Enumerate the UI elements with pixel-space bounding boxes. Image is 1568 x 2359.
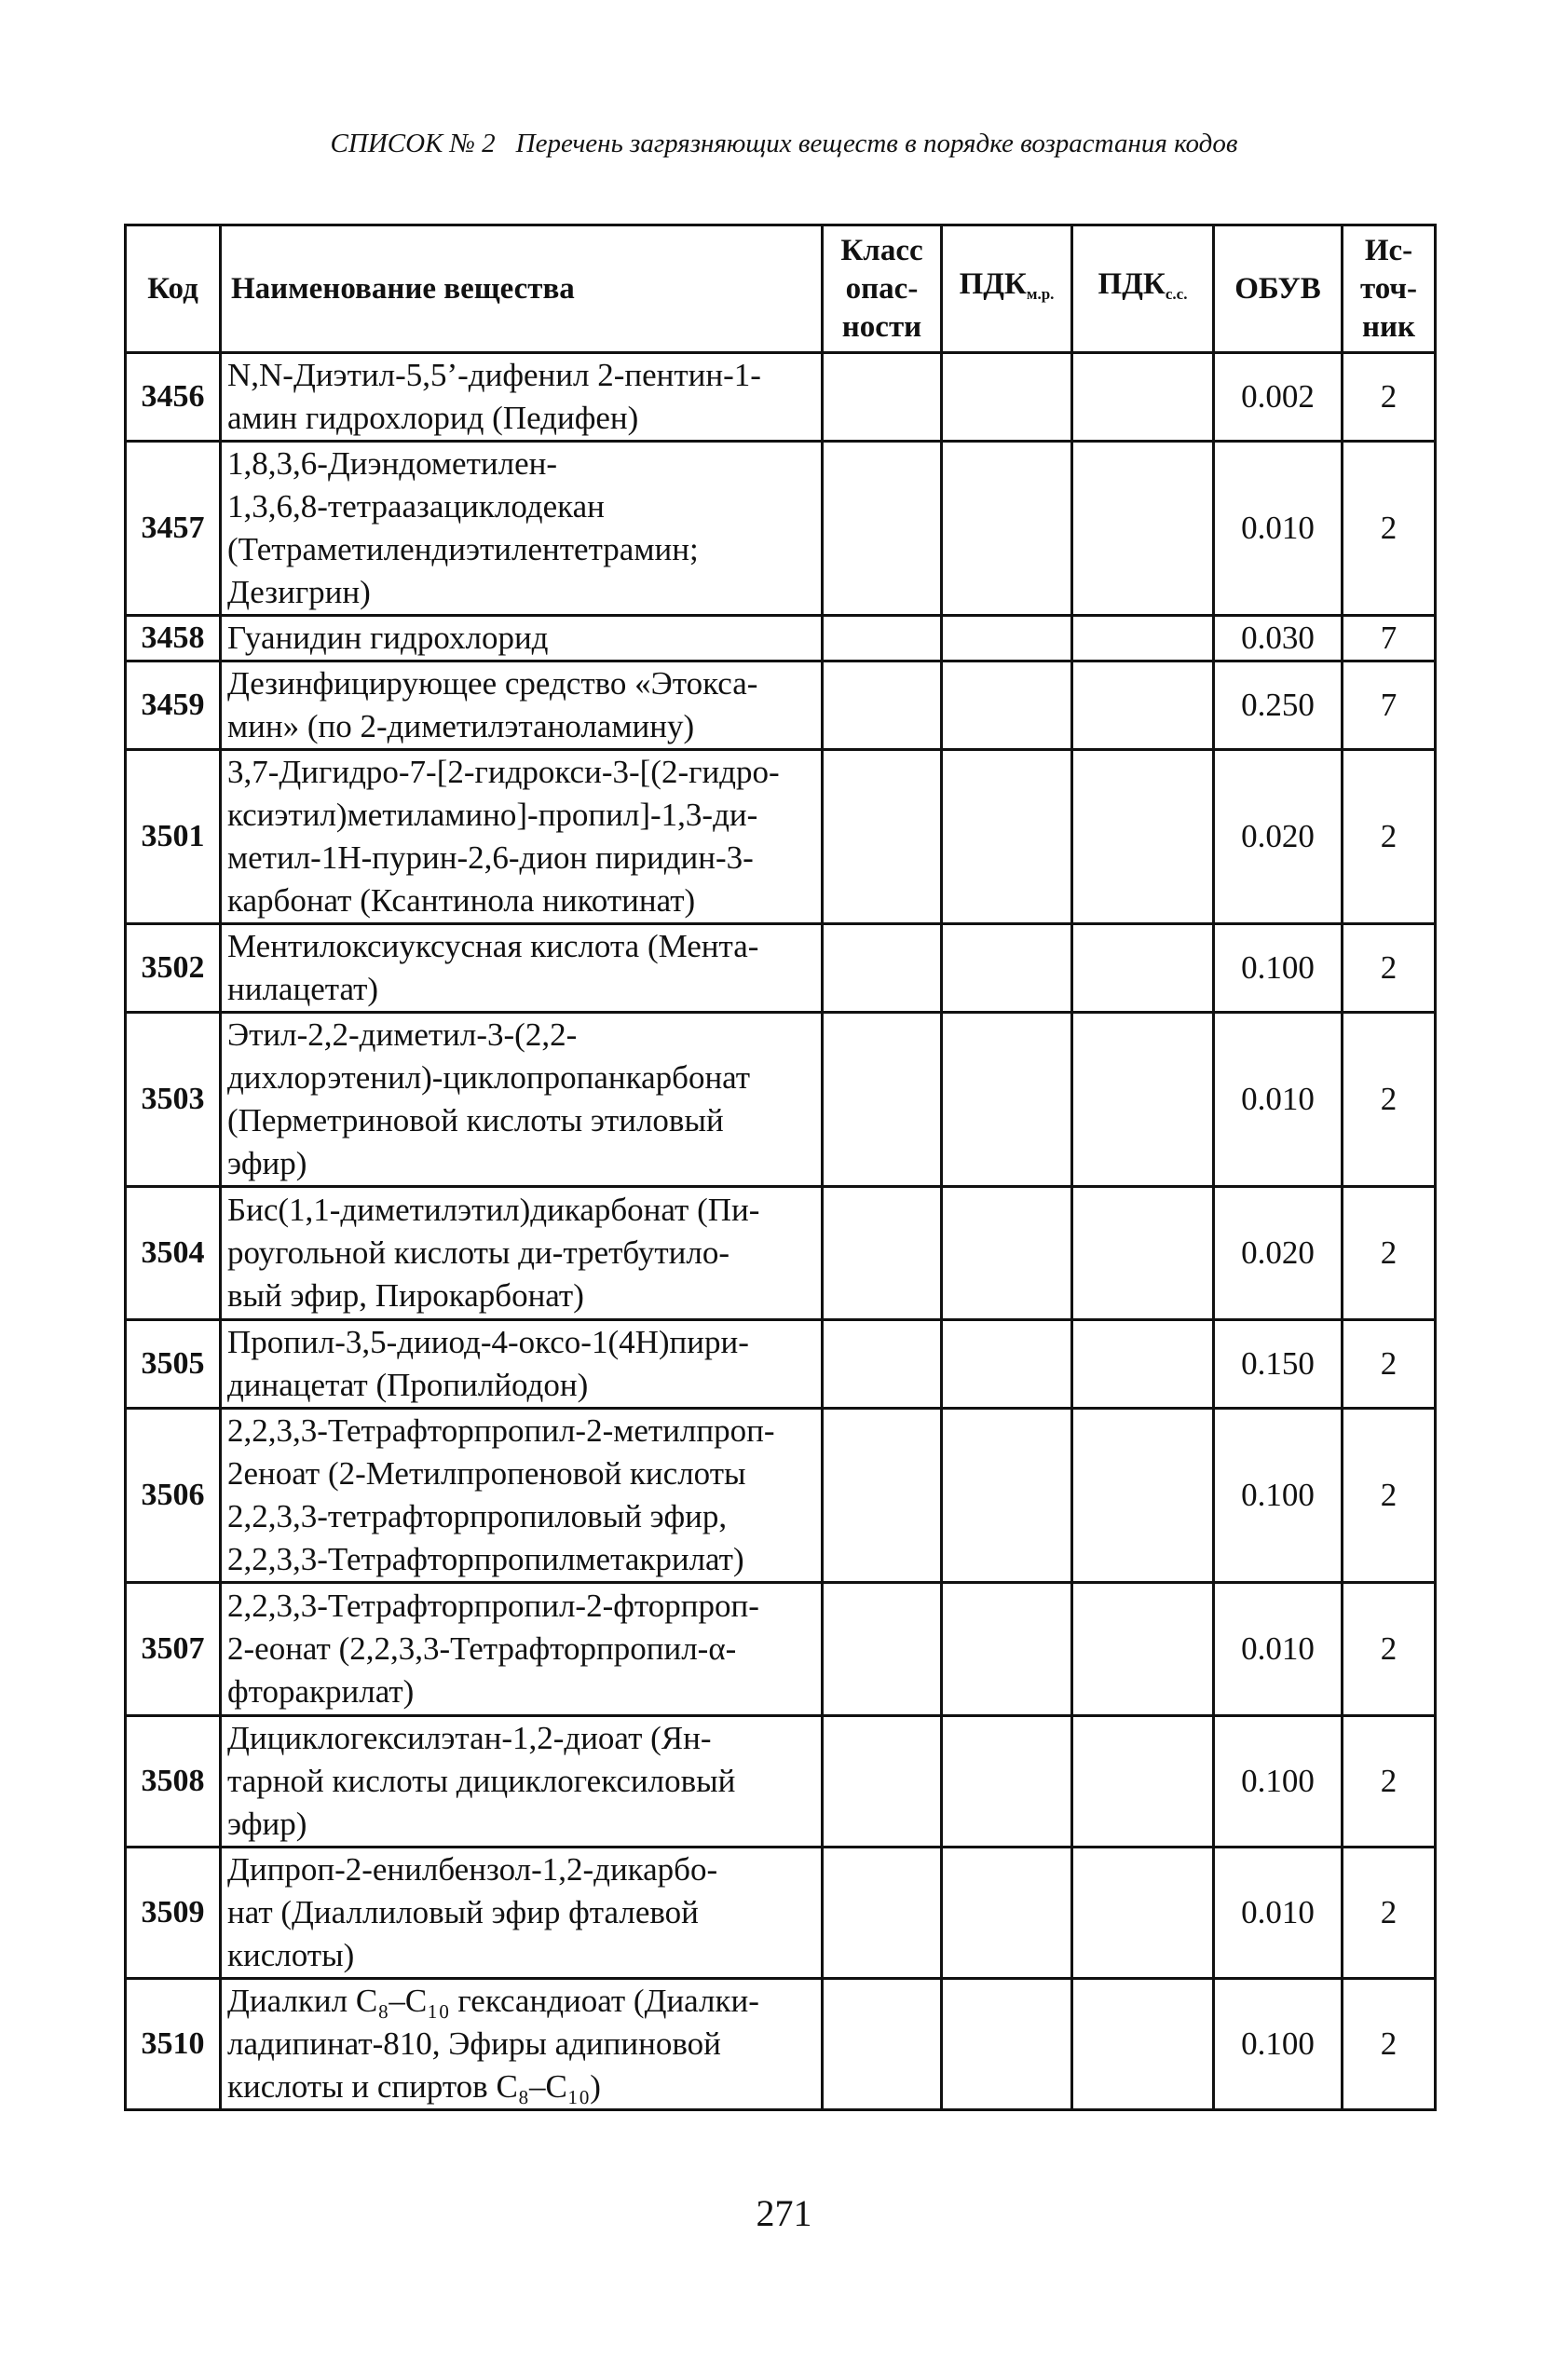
pdk-ss-cell [1072,1979,1214,2110]
column-header-hazard-class: Класс опас- ности [823,225,942,353]
table-header-row [126,225,1436,353]
substance-name-cell: Дезинфицирующее средство «Этокса- мин» (по 2-диметилэтаноламину) [221,661,823,750]
table-row [126,353,1436,442]
hazard-class-cell [823,1848,942,1979]
source-cell: 2 [1343,1320,1436,1409]
pdk-ss-cell [1072,924,1214,1013]
source-cell: 2 [1343,750,1436,924]
column-header-code: Код [126,225,221,353]
hazard-class-cell [823,750,942,924]
pdk-ss-cell [1072,750,1214,924]
table-body [126,353,1436,2110]
source-cell: 2 [1343,924,1436,1013]
pdk-mr-cell [942,353,1072,442]
obuv-cell: 0.010 [1214,442,1343,616]
table-row [126,1320,1436,1409]
obuv-cell: 0.020 [1214,1187,1343,1320]
pdk-mr-cell [942,924,1072,1013]
hazard-class-cell [823,1320,942,1409]
obuv-cell: 0.100 [1214,924,1343,1013]
code-cell: 3505 [126,1320,221,1409]
table-row [126,1716,1436,1848]
substance-name-cell: 2,2,3,3-Тетрафторпропил-2-фторпроп- 2-еонат (2,2,3,3-Тетрафторпропил-α- фторакрилат) [221,1583,823,1716]
column-header-obuv: ОБУВ [1214,225,1343,353]
pdk-ss-cell [1072,616,1214,661]
obuv-cell: 0.150 [1214,1320,1343,1409]
code-cell: 3506 [126,1409,221,1583]
hazard-class-cell [823,1979,942,2110]
pdk-mr-cell [942,1583,1072,1716]
obuv-cell: 0.010 [1214,1848,1343,1979]
pdk-mr-cell [942,616,1072,661]
table-row [126,924,1436,1013]
substance-name-cell: Гуанидин гидрохлорид [221,616,823,661]
pdk-mr-label: ПДК [959,266,1027,301]
substance-name-cell: N,N-Диэтил-5,5’-дифенил 2-пентин-1- амин гидрохлорид (Педифен) [221,353,823,442]
table-row [126,1409,1436,1583]
table-row [126,661,1436,750]
code-cell: 3504 [126,1187,221,1320]
pdk-ss-cell [1072,442,1214,616]
pdk-mr-cell [942,750,1072,924]
hazard-class-cell [823,1013,942,1187]
pdk-mr-cell [942,442,1072,616]
source-cell: 2 [1343,1013,1436,1187]
pdk-ss-cell [1072,1320,1214,1409]
pdk-mr-subscript: м.р. [1026,284,1055,303]
substance-name-cell: 2,2,3,3-Тетрафторпропил-2-метилпроп- 2еноат (2-Метилпропеновой кислоты 2,2,3,3-тетрафторпропиловый эфир, 2,2,3,3-Тетрафторпропилметакрилат) [221,1409,823,1583]
substances-table [124,224,1437,2111]
obuv-cell: 0.100 [1214,1716,1343,1848]
pdk-ss-label: ПДК [1098,266,1166,301]
code-cell: 3510 [126,1979,221,2110]
list-number: СПИСОК № 2 [330,129,496,158]
obuv-cell: 0.010 [1214,1013,1343,1187]
source-cell: 7 [1343,616,1436,661]
hazard-class-cell [823,1583,942,1716]
obuv-cell: 0.250 [1214,661,1343,750]
substance-name-cell: Дициклогексилэтан-1,2-диоат (Ян- тарной кислоты дициклогексиловый эфир) [221,1716,823,1848]
substance-name-cell: 3,7-Дигидро-7-[2-гидрокси-3-[(2-гидро- ксиэтил)метиламино]-пропил]-1,3-ди- метил-1Н-пурин-2,6-дион пиридин-3- карбонат (Ксантинола никотинат) [221,750,823,924]
code-cell: 3456 [126,353,221,442]
pdk-ss-cell [1072,1848,1214,1979]
list-title: Перечень загрязняющих веществ в порядке возрастания кодов [515,129,1238,158]
obuv-cell: 0.010 [1214,1583,1343,1716]
column-header-name: Наименование вещества [221,225,823,353]
substance-name-cell: 1,8,3,6-Диэндометилен- 1,3,6,8-тетраазациклодекан (Тетраметилендиэтилентетрамин; Дезигрин) [221,442,823,616]
hazard-class-cell [823,661,942,750]
pdk-mr-cell [942,1848,1072,1979]
table-row [126,750,1436,924]
code-cell: 3507 [126,1583,221,1716]
pdk-ss-cell [1072,353,1214,442]
column-header-source: Ис- точ- ник [1343,225,1436,353]
obuv-cell: 0.030 [1214,616,1343,661]
obuv-cell: 0.100 [1214,1979,1343,2110]
pdk-ss-subscript: с.с. [1165,284,1188,303]
source-cell: 2 [1343,442,1436,616]
pdk-mr-cell [942,1979,1072,2110]
pdk-ss-cell [1072,1187,1214,1320]
pdk-ss-cell [1072,1409,1214,1583]
page-number: 271 [756,2192,812,2234]
code-cell: 3457 [126,442,221,616]
pdk-mr-cell [942,661,1072,750]
table-row [126,1583,1436,1716]
pdk-mr-cell [942,1013,1072,1187]
pdk-ss-cell [1072,1013,1214,1187]
substance-name-cell: Бис(1,1-диметилэтил)дикарбонат (Пи- роугольной кислоты ди-третбутило- вый эфир, Пирокарбонат) [221,1187,823,1320]
source-cell: 2 [1343,1187,1436,1320]
hazard-class-cell [823,1716,942,1848]
hazard-class-cell [823,442,942,616]
table-row [126,616,1436,661]
substance-name-cell: Дипроп-2-енилбензол-1,2-дикарбо- нат (Диаллиловый эфир фталевой кислоты) [221,1848,823,1979]
hazard-class-cell [823,1187,942,1320]
table-row [126,442,1436,616]
hazard-class-cell [823,924,942,1013]
source-cell: 2 [1343,1583,1436,1716]
table-row [126,1848,1436,1979]
substance-name-cell: Ментилоксиуксусная кислота (Мента- нилацетат) [221,924,823,1013]
pdk-ss-cell [1072,661,1214,750]
hazard-class-cell [823,1409,942,1583]
pdk-mr-cell [942,1409,1072,1583]
code-cell: 3502 [126,924,221,1013]
substance-name-cell: Этил-2,2-диметил-3-(2,2- дихлорэтенил)-циклопропанкарбонат (Перметриновой кислоты этиловый эфир) [221,1013,823,1187]
source-cell: 2 [1343,1409,1436,1583]
source-cell: 2 [1343,1716,1436,1848]
pdk-mr-cell [942,1716,1072,1848]
source-cell: 2 [1343,1848,1436,1979]
table-row [126,1187,1436,1320]
code-cell: 3508 [126,1716,221,1848]
code-cell: 3509 [126,1848,221,1979]
pdk-ss-cell [1072,1716,1214,1848]
pdk-mr-cell [942,1187,1072,1320]
code-cell: 3503 [126,1013,221,1187]
source-cell: 2 [1343,1979,1436,2110]
hazard-class-cell [823,353,942,442]
source-cell: 7 [1343,661,1436,750]
column-header-pdk-mr [942,225,1072,353]
page-header [0,129,1568,159]
pdk-mr-cell [942,1320,1072,1409]
table-row [126,1013,1436,1187]
obuv-cell: 0.002 [1214,353,1343,442]
code-cell: 3501 [126,750,221,924]
table-row [126,1979,1436,2110]
column-header-pdk-ss [1072,225,1214,353]
pdk-ss-cell [1072,1583,1214,1716]
hazard-class-cell [823,616,942,661]
obuv-cell: 0.020 [1214,750,1343,924]
obuv-cell: 0.100 [1214,1409,1343,1583]
code-cell: 3458 [126,616,221,661]
source-cell: 2 [1343,353,1436,442]
code-cell: 3459 [126,661,221,750]
substance-name-cell: Пропил-3,5-дииод-4-оксо-1(4Н)пири- динацетат (Пропилйодон) [221,1320,823,1409]
substance-name-cell: Диалкил C₈–C₁₀ гександиоат (Диалки- ладипинат-810, Эфиры адипиновой кислоты и спиртов C₈–C₁₀) [221,1979,823,2110]
